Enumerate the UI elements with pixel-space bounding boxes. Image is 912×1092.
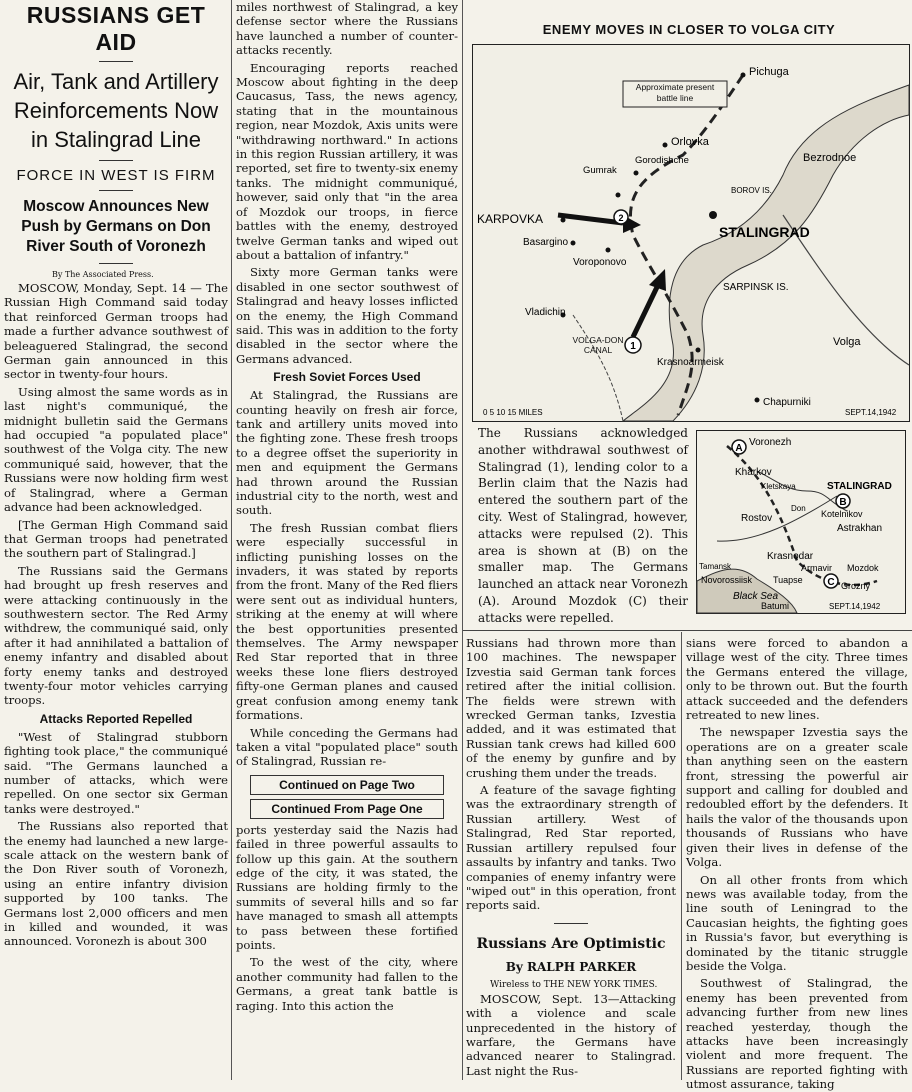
svg-text:Chapurniki: Chapurniki	[763, 397, 811, 408]
column-4-lower	[686, 636, 908, 1092]
svg-text:Orlovka: Orlovka	[671, 136, 709, 148]
wireless-line: Wireless to THE NEW YORK TIMES.	[490, 979, 658, 990]
svg-text:Basargino: Basargino	[523, 237, 569, 248]
paragraph: miles northwest of Stalingrad, a key defense sector where the Russians have launched a number of counter-attacks recently.	[236, 0, 458, 58]
town-dot	[606, 248, 611, 253]
svg-text:0 5 10 15 MILES: 0 5 10 15 MILES	[483, 408, 543, 417]
svg-text:Pichuga: Pichuga	[749, 66, 789, 78]
svg-text:Gumrak: Gumrak	[583, 165, 617, 176]
paragraph: [The German High Command said that German troops had penetrated the southern part of Stalingrad.]	[4, 517, 228, 561]
subhead-optimistic: Russians Are Optimistic	[476, 935, 666, 952]
town-dot	[571, 241, 576, 246]
byline: By The Associated Press.	[52, 270, 154, 279]
svg-text:Krasnoarmeisk: Krasnoarmeisk	[657, 357, 724, 368]
svg-text:Volga: Volga	[833, 336, 861, 348]
svg-text:SEPT.14,1942: SEPT.14,1942	[829, 602, 881, 611]
map-title: ENEMY MOVES IN CLOSER TO VOLGA CITY	[542, 22, 836, 37]
column-1	[4, 0, 228, 1080]
svg-text:Gorodishche: Gorodishche	[635, 155, 689, 166]
svg-text:Bezrodnoe: Bezrodnoe	[803, 152, 857, 164]
town-dot	[663, 143, 668, 148]
svg-text:A: A	[735, 443, 743, 454]
paragraph: On all other fronts from which news was available today, from the line south of Leningrad to the Caucasian heights, the fighting goes in Russia's favor, but everything is dominated by the titanic struggle beside the Volga.	[686, 872, 908, 973]
paragraph: The Russians also reported that the enemy had launched a new large-scale attack on the western bank of the Don River south of Voronezh, using an entire infantry division supported by 100 tanks. The Germans lost 2,000 officers and men in killed and wounded, it was announced. Voronezh is about 300	[4, 819, 228, 949]
town-dot	[634, 171, 639, 176]
svg-text:Tamansk: Tamansk	[699, 562, 732, 571]
town-dot	[755, 398, 760, 403]
paragraph: Russians had thrown more than 100 machines. The newspaper Izvestia said German tank forces retired after the initial collision. The fields were strewn with wrecked German tanks, Izvestia added, and it was estimated that Russian tank crews had killed 600 of the enemy by gunfire and by crushing them under the treads.	[466, 636, 676, 780]
map-block	[466, 0, 912, 630]
svg-text:SEPT.14,1942: SEPT.14,1942	[845, 408, 897, 417]
paragraph: Using almost the same words as in last night's communiqué, the midnight bulletin said the Germans had occupied "a populated place" southwest of the Volga city. The new communiqué said, however, that the Russians were now holding firm west of Stalingrad, where a German advance had been acknowledged.	[4, 384, 228, 515]
svg-text:Armavir: Armavir	[801, 563, 832, 573]
deck-3: Moscow Announces New Push by Germans on Don River South of Voronezh	[21, 198, 211, 255]
svg-text:Voroponovo: Voroponovo	[573, 257, 627, 268]
paragraph: The fresh Russian combat fliers were especially successful in inflicting punishing losses on the invaders, it was stated by reports from the front. Many of the Red fliers were sent out as individual hunters, striking at the enemy at will where the best opportunities presented themselves. The Army newspaper Red Star reported that in three weeks these lone fliers destroyed fifty-one German planes and caused great confusion among enemy tank formations.	[236, 520, 458, 723]
svg-text:Kharkov: Kharkov	[735, 467, 772, 478]
svg-text:STALINGRAD: STALINGRAD	[719, 224, 810, 240]
paragraph: The newspaper Izvestia says the operations are on a greater scale than anything seen on the eastern front, stressing the powerful air support and calling for doubled and redoubled effort by the defenders. It hails the valor of the thousands upon thousands of Russians who have given their lives in defense of the Volga.	[686, 725, 908, 870]
paragraph: While conceding the Germans had taken a vital "populated place" south of Stalingrad, Russian re-	[236, 725, 458, 769]
paragraph: Southwest of Stalingrad, the enemy has been prevented from advancing further from new lines reached yesterday, though the attacks have been increasingly violent and more frequent. The Russians are reported fighting with utmost assurance, taking	[686, 976, 908, 1092]
svg-text:STALINGRAD: STALINGRAD	[827, 481, 892, 492]
svg-text:Voronezh: Voronezh	[749, 437, 792, 448]
svg-text:Novorossiisk: Novorossiisk	[701, 575, 753, 585]
svg-text:Mozdok: Mozdok	[847, 563, 879, 573]
svg-text:Kotelnikov: Kotelnikov	[821, 509, 863, 519]
svg-text:2: 2	[618, 213, 624, 223]
paragraph: Encouraging reports reached Moscow about fighting in the deep Caucasus, Tass, the news agency, stating that in the mountainous region, near Mozdok, Axis units were "withdrawing northward." In actions in this region Russian artillery, it was reported, set fire to twenty-six enemy tanks. The midnight communiqué, however, said only that "in the area of Mozdok our troops, in fierce battles with the enemy, destroyed twelve German tanks and wiped out about a battalion of infantry."	[236, 60, 458, 262]
continued-on-label: Continued on Page Two	[250, 775, 444, 795]
paragraph: The Russians said the Germans had brought up fresh reserves and were attacking continuously in the southwestern sector. The Red Army withdrew, the communiqué said, only after it had annihilated a battalion of enemy infantry and disabled about forty enemy tanks and destroyed twenty-four motor vehicles carrying troops.	[4, 563, 228, 708]
svg-text:Grozny: Grozny	[841, 581, 871, 591]
svg-text:Vladichin: Vladichin	[525, 307, 566, 318]
paragraph: sians were forced to abandon a village west of the city. Three times the Germans entered the village, only to be thrown out. But the fourth attack succeeded and the defenders retreated to new lines.	[686, 636, 908, 723]
paragraph: MOSCOW, Sept. 13—Attacking with a violence and scale unprecedented in the history of warfare, the Germans have advanced nearer to Stalingrad. Last night the Rus-	[466, 991, 676, 1078]
town-dot	[709, 211, 717, 219]
subhead: Fresh Soviet Forces Used	[273, 370, 421, 385]
continued-from-label: Continued From Page One	[250, 799, 444, 819]
svg-text:Rostov: Rostov	[741, 513, 773, 524]
paragraph: MOSCOW, Monday, Sept. 14 — The Russian High Command said today that reinforced German troops had made a further advance southwest of beleaguered Stalingrad, the second German gain announced in this sector in twenty-four hours.	[4, 281, 228, 382]
svg-text:Kletskaya: Kletskaya	[761, 482, 796, 491]
town-dot	[616, 193, 621, 198]
caucasus-locator-map	[696, 430, 906, 614]
svg-text:Batumi: Batumi	[761, 601, 790, 611]
deck-2: FORCE IN WEST IS FIRM	[16, 167, 216, 184]
paragraph: Sixty more German tanks were disabled in one sector southwest of Stalingrad and heavy losses inflicted on the enemy, the High Command said. This was in addition to the forty disabled in the sector where the Germans advanced.	[236, 265, 458, 366]
town-dot	[741, 73, 746, 78]
svg-text:1: 1	[630, 341, 636, 352]
svg-text:B: B	[839, 497, 847, 508]
svg-text:Don: Don	[791, 504, 806, 513]
svg-text:SARPINSK IS.: SARPINSK IS.	[723, 282, 789, 293]
byline: By RALPH PARKER	[505, 959, 637, 974]
town-dot	[696, 348, 701, 353]
svg-text:BOROV IS.: BOROV IS.	[731, 186, 772, 195]
svg-text:Astrakhan: Astrakhan	[837, 523, 883, 534]
town-dot	[561, 218, 566, 223]
svg-text:C: C	[827, 577, 835, 588]
deck-1: Air, Tank and Artillery Reinforcements Now in Stalingrad Line	[13, 69, 219, 152]
column-2	[236, 0, 458, 1080]
paragraph: A feature of the savage fighting was the extraordinary strength of Russian artillery. West of Stalingrad, Red Star reported, Russian artillery repulsed four assaults by infantry and tanks. Two companies of enemy infantry were "wiped out" in this operation, front reports said.	[466, 783, 676, 913]
svg-text:KARPOVKA: KARPOVKA	[477, 212, 544, 226]
paragraph: ports yesterday said the Nazis had failed in three powerful assaults to follow up this gain. At the southern edge of the city, it was stated, the Russians are holding firmly to the summits of several hills and so far have managed to smash all attempts to pass between these fortified points.	[236, 822, 458, 952]
svg-text:Tuapse: Tuapse	[773, 575, 803, 585]
paragraph: "West of Stalingrad stubborn fighting took place," the communiqué said. "The Germans launched a number of attacks, which were repelled. On one sector six German tanks were destroyed."	[4, 729, 228, 816]
svg-text:Black Sea: Black Sea	[733, 591, 779, 602]
column-3-lower	[466, 636, 676, 1080]
headline: RUSSIANS GET AID	[26, 2, 206, 55]
subhead: Attacks Reported Repelled	[39, 711, 193, 726]
svg-text:Krasnodar: Krasnodar	[767, 551, 814, 562]
paragraph: To the west of the city, where another community had fallen to the Germans, a great tank battle is raging. Into this action the	[236, 955, 458, 1013]
map-caption: The Russians acknowledged another withdrawal southwest of Stalingrad (1), lending color to a Berlin claim that the Nazis had entered the southern part of the city. West of Stalingrad, however, attacks were repulsed (2). This area is shown at (B) on the smaller map. The Germans launched an attack near Voronezh (A). Around Mozdok (C) their attacks were repelled.	[478, 426, 688, 625]
paragraph: At Stalingrad, the Russians are counting heavily on fresh air force, tank and artillery units moved into the fighting zone. These fresh troops to a degree offset the superiority in men and equipment the Germans had thrown around the Russian industrial city to the north, west and south.	[236, 388, 458, 518]
stalingrad-map: 1 2 Approximate present battle line Pichuga Orlovka Gorodishche Gumrak Bezrodnoe KARPOVKA Basargino Voroponovo STALINGRAD BOROV IS. SARPINSK IS. Vladichin VOLGA-DON CANAL Volga Krasnoarmeisk Chapurniki 0 5 10 15 MILES SEPT.14,1942	[472, 44, 910, 422]
